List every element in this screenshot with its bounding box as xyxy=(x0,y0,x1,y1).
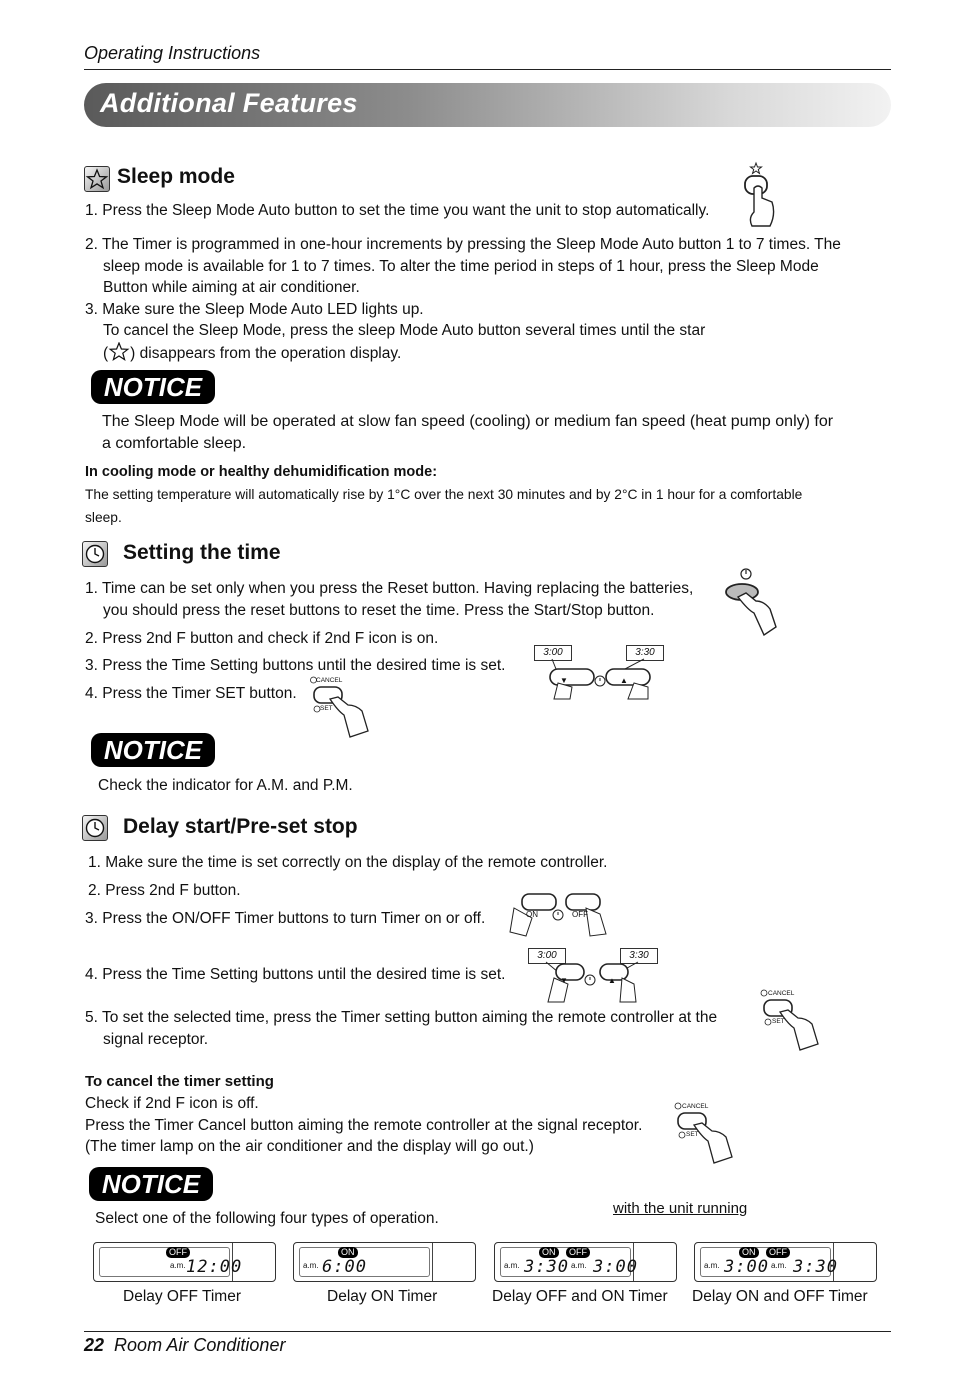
am-indicator: a.m. xyxy=(704,1261,720,1270)
on-off-timer-buttons-illustration xyxy=(508,890,608,940)
arrow-down: ▼ xyxy=(560,976,568,985)
on-badge: ON xyxy=(338,1247,358,1258)
display-delay-on-timer xyxy=(293,1242,476,1282)
time-step-2: 2. Press 2nd F button and check if 2nd F icon is on. xyxy=(85,630,439,647)
notice-badge-time xyxy=(91,733,215,767)
time-readout-b: 3:30 xyxy=(626,645,664,661)
page-number: 22 xyxy=(84,1335,105,1355)
on-badge: ON xyxy=(539,1247,559,1258)
arrow-up: ▲ xyxy=(608,976,616,985)
timer-set-button-illustration xyxy=(310,675,372,739)
sleep-step-2-line-2: sleep mode is available for 1 to 7 times. To alter the time period in steps of 1 hour, press the Sleep Mode xyxy=(103,258,819,275)
cooling-mode-line-1: The setting temperature will automatically rise by 1°C over the next 30 minutes and by 2°C in 1 hour for a comfortable xyxy=(85,487,803,502)
banner-title: Additional Features xyxy=(100,88,358,118)
disappears-text: ) disappears from the operation display. xyxy=(130,345,402,362)
cancel-heading: To cancel the timer setting xyxy=(85,1073,274,1090)
cancel-line-2: Press the Timer Cancel button aiming the remote controller at the signal receptor. xyxy=(85,1117,643,1134)
sleep-step-1: 1. Press the Sleep Mode Auto button to set the time you want the unit to stop automatically. xyxy=(85,202,710,219)
cancel-line-1: Check if 2nd F icon is off. xyxy=(85,1095,259,1112)
delay-step-1: 1. Make sure the time is set correctly on the display of the remote controller. xyxy=(88,854,608,871)
timer-cancel-button-illustration xyxy=(674,1101,736,1165)
star-icon xyxy=(84,166,110,192)
delay-step-5-line-1: 5. To set the selected time, press the Timer setting button aiming the remote controller at the xyxy=(85,1009,718,1026)
time-step-1-line-1: 1. Time can be set only when you press the Reset button. Having replacing the batteries, xyxy=(85,580,694,597)
sleep-notice-line-1: The Sleep Mode will be operated at slow fan speed (cooling) or medium fan speed (heat pump only) for xyxy=(102,413,834,430)
time-setting-buttons-illustration xyxy=(530,643,670,703)
header-rule xyxy=(84,69,891,70)
delay-title: Delay start/Pre-set stop xyxy=(123,815,358,838)
clock-icon xyxy=(82,541,108,567)
time-readout-a: 3:00 xyxy=(528,948,566,964)
inline-star-icon xyxy=(108,342,130,362)
sleep-step-3-line-3 xyxy=(103,342,401,365)
set-label: SET xyxy=(320,705,333,712)
cancel-label: CANCEL xyxy=(682,1103,709,1110)
delay-step-2: 2. Press 2nd F button. xyxy=(88,882,241,899)
caption-delay-off-and-on: Delay OFF and ON Timer xyxy=(492,1288,668,1305)
time-step-1-line-2: you should press the reset buttons to reset the time. Press the Start/Stop button. xyxy=(103,602,655,619)
section-banner xyxy=(84,83,891,127)
display-time-off: 3:00 xyxy=(593,1257,638,1277)
cancel-line-3: (The timer lamp on the air conditioner and the display will go out.) xyxy=(85,1138,534,1155)
cooling-mode-line-2: sleep. xyxy=(85,510,122,525)
clock-icon xyxy=(82,815,108,841)
sleep-step-2-line-1: 2. The Timer is programmed in one-hour increments by pressing the Sleep Mode Auto button 1 to 7 times. The xyxy=(85,236,841,253)
caption-delay-on-and-off: Delay ON and OFF Timer xyxy=(692,1288,868,1305)
on-label: ON xyxy=(526,910,538,919)
display-time-off: 3:30 xyxy=(793,1257,838,1277)
am-indicator: a.m. xyxy=(504,1261,520,1270)
sleep-mode-title: Sleep mode xyxy=(117,165,235,188)
delay-step-4: 4. Press the Time Setting buttons until the desired time is set. xyxy=(85,966,506,983)
display-time-on: 3:00 xyxy=(724,1257,769,1277)
notice-badge-delay xyxy=(89,1167,213,1201)
footer-title: Room Air Conditioner xyxy=(114,1335,286,1355)
am-indicator: a.m. xyxy=(571,1261,587,1270)
timer-set-button-illustration xyxy=(760,988,822,1052)
arrow-down: ▼ xyxy=(560,676,568,685)
notice-label: NOTICE xyxy=(103,372,203,402)
arrow-up: ▲ xyxy=(620,676,628,685)
off-badge: OFF xyxy=(766,1247,790,1258)
sleep-step-2-line-3: Button while aiming at air conditioner. xyxy=(103,279,360,296)
delay-step-3: 3. Press the ON/OFF Timer buttons to turn Timer on or off. xyxy=(85,910,486,927)
setting-time-title: Setting the time xyxy=(123,541,281,564)
sleep-step-3-line-1: 3. Make sure the Sleep Mode Auto LED lights up. xyxy=(85,301,424,318)
time-notice-text: Check the indicator for A.M. and P.M. xyxy=(98,777,353,794)
cooling-mode-heading: In cooling mode or healthy dehumidification mode: xyxy=(85,464,438,480)
paren-open: ( xyxy=(103,345,109,362)
page-footer xyxy=(84,1335,285,1356)
display-delay-off-timer xyxy=(93,1242,276,1282)
sleep-button-press-illustration xyxy=(740,160,780,232)
time-step-4: 4. Press the Timer SET button. xyxy=(85,685,297,702)
display-delay-off-and-on-timer xyxy=(494,1242,677,1282)
am-indicator: a.m. xyxy=(170,1261,186,1270)
am-indicator: a.m. xyxy=(303,1261,319,1270)
time-readout-a: 3:00 xyxy=(534,645,572,661)
display-time: 12:00 xyxy=(186,1257,243,1277)
cancel-label: CANCEL xyxy=(316,677,343,684)
notice-label: NOTICE xyxy=(103,735,203,765)
sleep-step-3-line-2: To cancel the Sleep Mode, press the sleep Mode Auto button several times until the star xyxy=(103,322,706,339)
display-time-on: 3:30 xyxy=(524,1257,569,1277)
caption-delay-off: Delay OFF Timer xyxy=(123,1288,241,1305)
am-indicator: a.m. xyxy=(771,1261,787,1270)
footer-rule xyxy=(84,1331,891,1332)
off-badge: OFF xyxy=(566,1247,590,1258)
delay-notice-text: Select one of the following four types of operation. xyxy=(95,1210,439,1227)
off-badge: OFF xyxy=(166,1247,190,1258)
set-label: SET xyxy=(772,1018,785,1025)
notice-label: NOTICE xyxy=(101,1169,201,1199)
delay-step-5-line-2: signal receptor. xyxy=(103,1031,209,1048)
running-header: Operating Instructions xyxy=(84,43,261,63)
time-readout-b: 3:30 xyxy=(620,948,658,964)
display-delay-on-and-off-timer xyxy=(694,1242,877,1282)
reset-button-press-illustration xyxy=(718,565,782,640)
cancel-label: CANCEL xyxy=(768,990,795,997)
off-label: OFF xyxy=(572,910,588,919)
on-badge: ON xyxy=(739,1247,759,1258)
sleep-notice-line-2: a comfortable sleep. xyxy=(102,435,247,452)
time-setting-buttons-illustration xyxy=(528,946,668,1006)
caption-delay-on: Delay ON Timer xyxy=(327,1288,438,1305)
time-step-3: 3. Press the Time Setting buttons until the desired time is set. xyxy=(85,657,506,674)
set-label: SET xyxy=(686,1131,699,1138)
notice-badge-sleep xyxy=(91,370,215,404)
display-time: 6:00 xyxy=(322,1257,367,1277)
unit-running-note: with the unit running xyxy=(613,1200,748,1217)
